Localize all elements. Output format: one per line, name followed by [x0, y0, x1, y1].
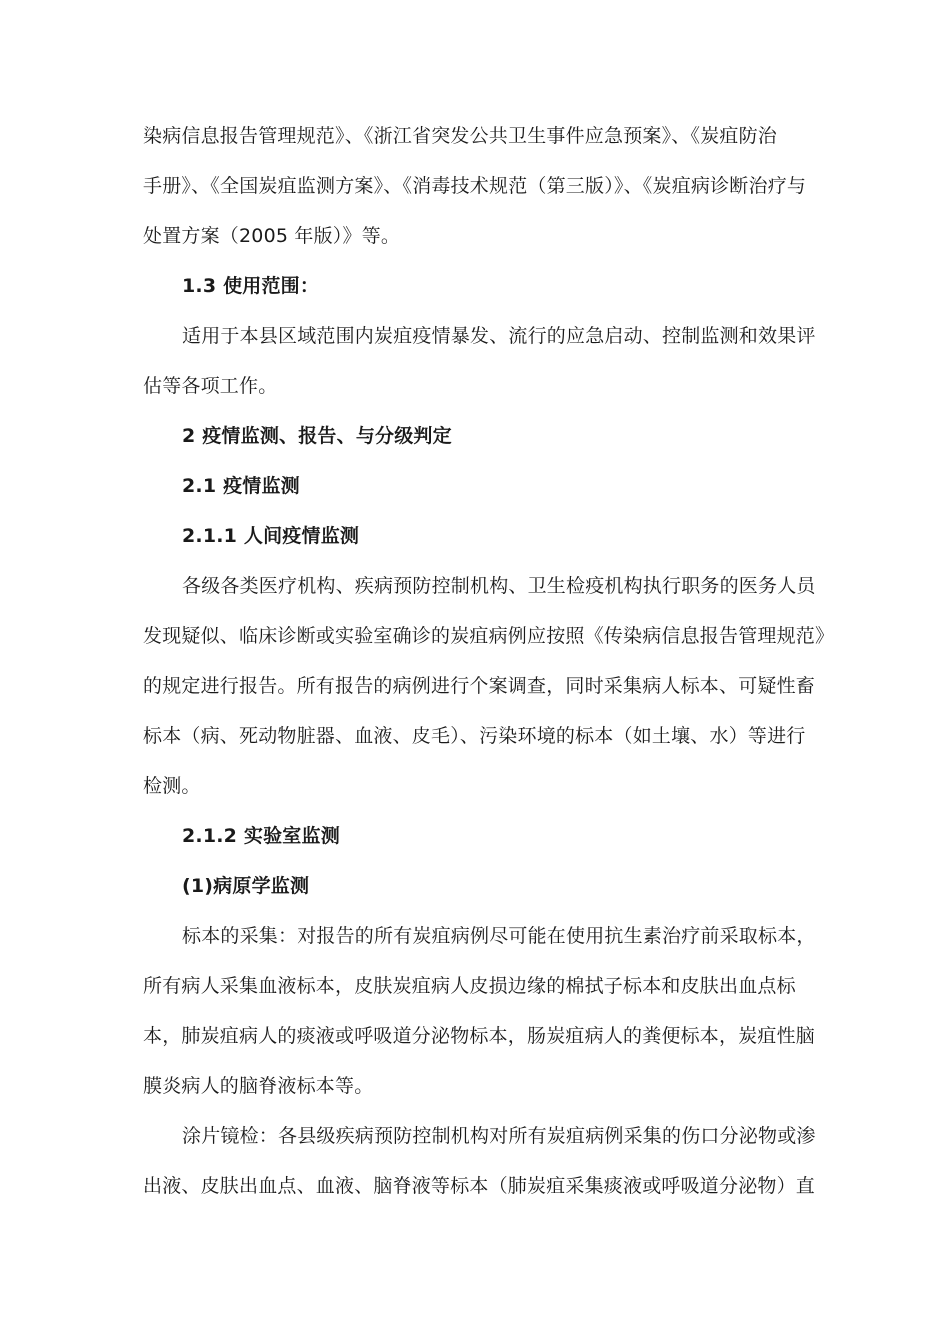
- heading-1-3: 1.3 使用范围：: [182, 275, 320, 297]
- heading-2: 2 疫情监测、报告、与分级判定: [182, 425, 452, 447]
- paragraph-line: 检测。: [143, 775, 201, 797]
- paragraph-line: 处置方案（2005 年版）》等。: [143, 225, 401, 247]
- heading-2-1: 2.1 疫情监测: [182, 475, 300, 497]
- paragraph-line: 各级各类医疗机构、疾病预防控制机构、卫生检疫机构执行职务的医务人员: [182, 575, 816, 597]
- heading-2-1-2: 2.1.2 实验室监测: [182, 825, 340, 847]
- paragraph-line: 所有病人采集血液标本，皮肤炭疽病人皮损边缘的棉拭子标本和皮肤出血点标: [143, 975, 796, 997]
- paragraph-line: 发现疑似、临床诊断或实验室确诊的炭疽病例应按照《传染病信息报告管理规范》: [143, 625, 835, 647]
- paragraph-line: 标本的采集：对报告的所有炭疽病例尽可能在使用抗生素治疗前采取标本，: [182, 925, 816, 947]
- paragraph-line: 膜炎病人的脑脊液标本等。: [143, 1075, 374, 1097]
- paragraph-line: 染病信息报告管理规范》、《浙江省突发公共卫生事件应急预案》、《炭疽防治: [143, 125, 778, 147]
- paragraph-line: 涂片镜检：各县级疾病预防控制机构对所有炭疽病例采集的伤口分泌物或渗: [182, 1125, 816, 1147]
- paragraph-line: 的规定进行报告。所有报告的病例进行个案调查，同时采集病人标本、可疑性畜: [143, 675, 816, 697]
- paragraph-line: 手册》、《全国炭疽监测方案》、《消毒技术规范（第三版）》、《炭疽病诊断治疗与: [143, 175, 807, 197]
- paragraph-line: 出液、皮肤出血点、血液、脑脊液等标本（肺炭疽采集痰液或呼吸道分泌物）直: [143, 1175, 816, 1197]
- paragraph-line: 估等各项工作。: [143, 375, 278, 397]
- paragraph-line: 本，肺炭疽病人的痰液或呼吸道分泌物标本，肠炭疽病人的粪便标本，炭疽性脑: [143, 1025, 816, 1047]
- paragraph-line: 适用于本县区域范围内炭疽疫情暴发、流行的应急启动、控制监测和效果评: [182, 325, 816, 347]
- heading-pathogen-monitoring: (1)病原学监测: [182, 875, 310, 897]
- heading-2-1-1: 2.1.1 人间疫情监测: [182, 525, 360, 547]
- paragraph-line: 标本（病、死动物脏器、血液、皮毛）、污染环境的标本（如土壤、水）等进行: [143, 725, 806, 747]
